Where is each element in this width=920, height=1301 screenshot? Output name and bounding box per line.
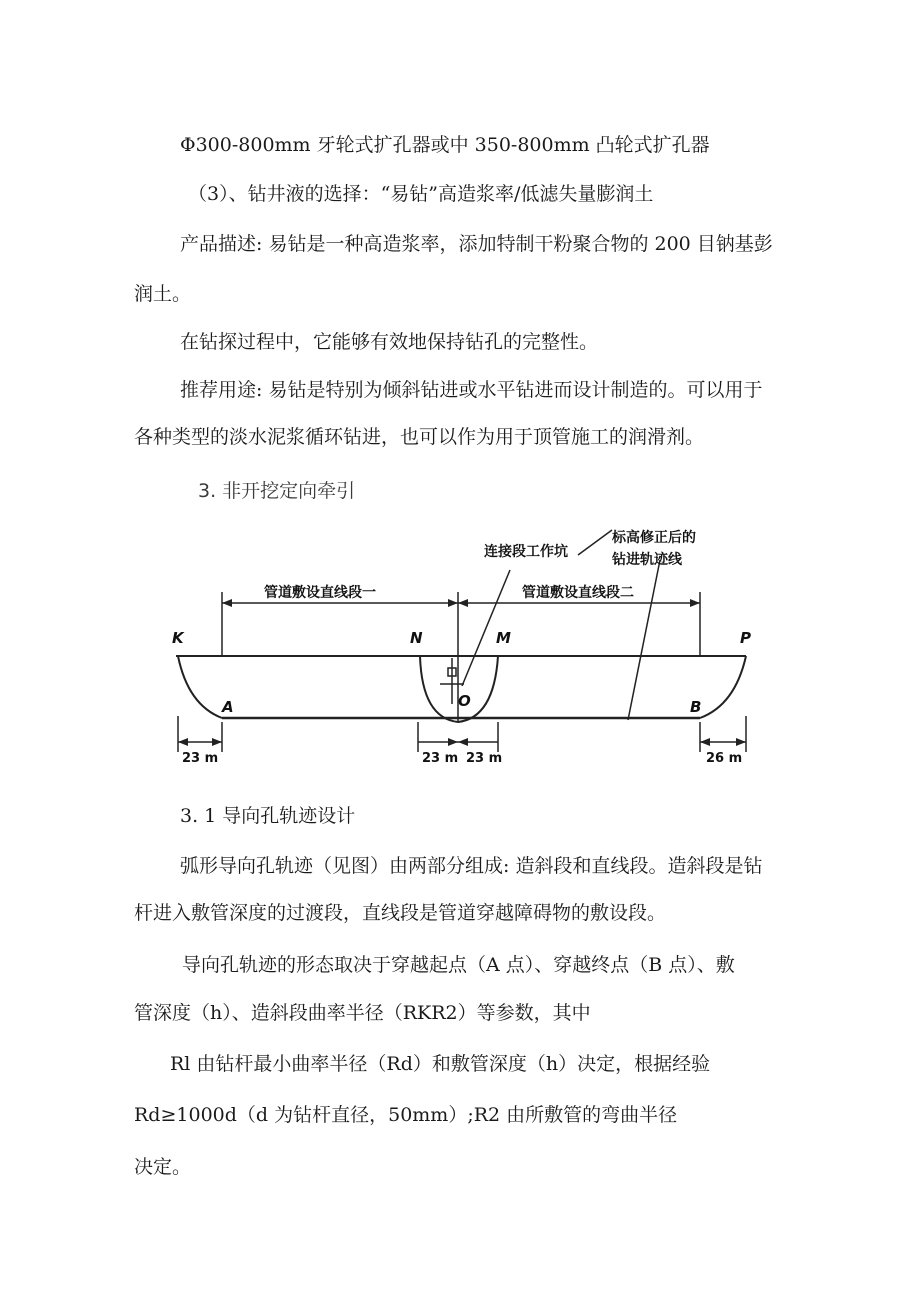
- text-line-3: 产品描述: 易钻是一种高造浆率，添加特制干粉聚合物的 200 目钠基彭: [180, 233, 773, 255]
- text-line-1: Φ300-800mm 牙轮式扩孔器或中 350-800mm 凸轮式扩孔器: [180, 134, 710, 156]
- corrected-track-line: [628, 560, 660, 720]
- point-A: A: [222, 698, 234, 716]
- section-heading-3: 3. 非开挖定向牵引: [198, 480, 356, 502]
- text-line-4: 润土。: [134, 283, 192, 305]
- text-line-6: 推荐用途: 易钻是特别为倾斜钻进或水平钻进而设计制造的。可以用于: [180, 379, 763, 401]
- label-segment-2: 管道敷设直线段二: [522, 585, 634, 601]
- text-line-10: 弧形导向孔轨迹（见图）由两部分组成: 造斜段和直线段。造斜段是钻: [180, 855, 763, 877]
- dimension-left: 23 m: [182, 751, 219, 766]
- point-B: B: [690, 698, 702, 716]
- point-N: N: [410, 629, 423, 647]
- label-segment-1: 管道敷设直线段一: [264, 585, 376, 601]
- point-M: M: [496, 629, 511, 647]
- point-P: P: [740, 629, 751, 647]
- exit-curve: [700, 656, 746, 718]
- point-K: K: [172, 629, 184, 647]
- dimension-mid-right: 23 m: [466, 751, 503, 766]
- text-line-5: 在钻探过程中，它能够有效地保持钻孔的完整性。: [180, 331, 599, 353]
- dimension-right: 26 m: [706, 751, 743, 766]
- label-track-line-2: 钻进轨迹线: [612, 552, 682, 568]
- text-line-13: 管深度（h）、造斜段曲率半径（RKR2）等参数，其中: [134, 1002, 591, 1024]
- point-O: O: [458, 692, 471, 710]
- text-line-15: Rd≥1000d（d 为钻杆直径，50mm）;R2 由所敷管的弯曲半径: [134, 1104, 678, 1126]
- pit-curve: [420, 656, 498, 722]
- entry-curve: [178, 656, 222, 718]
- text-line-7: 各种类型的淡水泥浆循环钻进，也可以作为用于顶管施工的润滑剂。: [134, 426, 705, 448]
- text-line-14: Rl 由钻杆最小曲率半径（Rd）和敷管深度（h）决定，根据经验: [170, 1053, 711, 1075]
- text-line-12: 导向孔轨迹的形态取决于穿越起点（A 点）、穿越终点（B 点）、敷: [182, 954, 735, 976]
- subsection-heading-3-1: 3. 1 导向孔轨迹设计: [180, 805, 356, 827]
- label-track-line-1: 标高修正后的: [612, 530, 696, 546]
- label-pit: 连接段工作坑: [484, 544, 568, 560]
- text-line-16: 决定。: [134, 1156, 192, 1178]
- text-line-2: （3）、钻井液的选择：“易钻”高造浆率/低滤失量膨润土: [188, 183, 654, 205]
- text-line-11: 杆进入敷管深度的过渡段，直线段是管道穿越障碍物的敷设段。: [134, 902, 667, 924]
- dimension-mid-left: 23 m: [422, 751, 459, 766]
